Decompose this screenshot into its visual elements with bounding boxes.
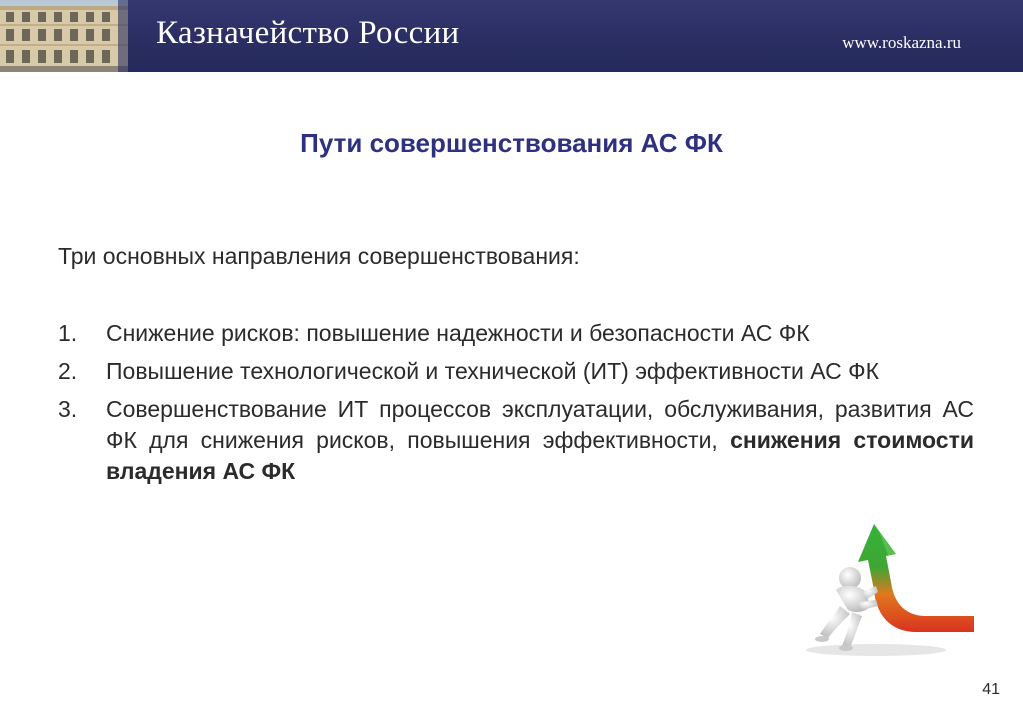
header-banner — [0, 0, 1023, 72]
treasury-building-photo — [0, 0, 128, 72]
improvement-list — [58, 318, 974, 494]
list-item-2 — [58, 356, 974, 387]
list-item-number: 3. — [58, 396, 78, 422]
header-title: Казначейство России — [156, 15, 460, 51]
page-number: 41 — [982, 681, 1000, 698]
list-item-number: 1. — [58, 320, 78, 346]
list-item-text: Совершенствование ИТ процессов эксплуатации, обслуживания, развития АС ФК для снижения рисков, повышения эффективности, — [106, 396, 974, 453]
list-item-3 — [58, 394, 974, 487]
list-item-number: 2. — [58, 358, 78, 384]
list-item-text: Снижение рисков: повышение надежности и безопасности АС ФК — [106, 320, 810, 346]
slide-title: Пути совершенствования АС ФК — [300, 128, 723, 158]
header-url: www.roskazna.ru — [842, 33, 961, 52]
intro-text: Три основных направления совершенствования: — [58, 243, 580, 269]
list-item-1 — [58, 318, 974, 349]
list-item-bold-text: снижения стоимости владения АС ФК — [106, 427, 974, 484]
list-item-text: Повышение технологической и технической (ИТ) эффективности АС ФК — [106, 358, 879, 384]
figure-pushing-growth-arrow-icon — [796, 520, 976, 660]
